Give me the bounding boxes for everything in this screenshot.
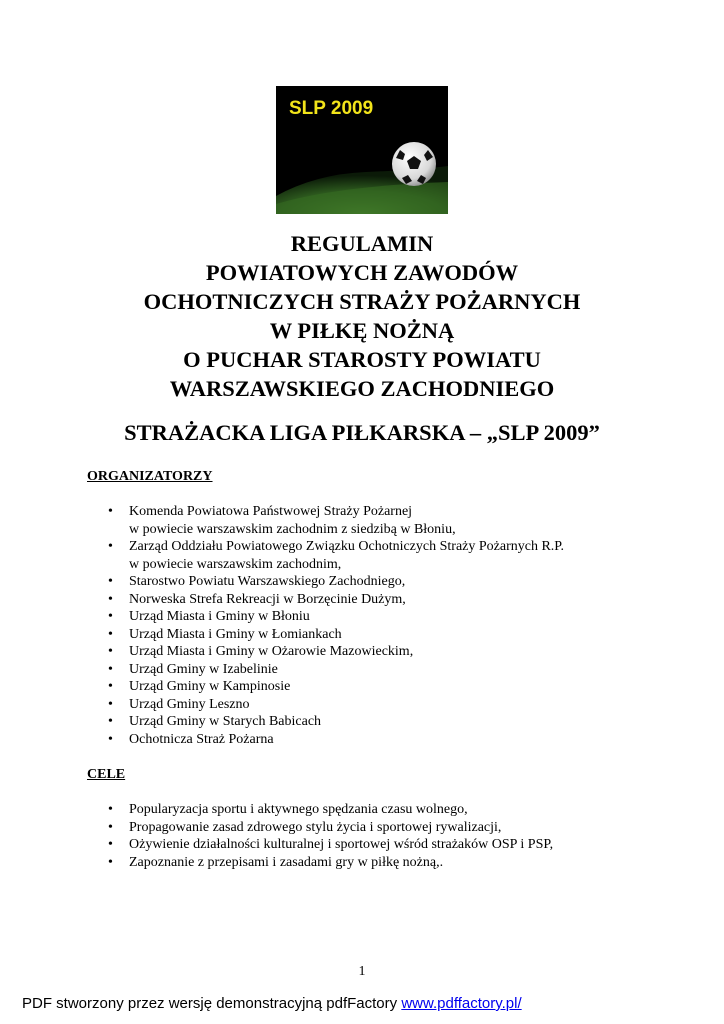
list-item: • Urząd Miasta i Gminy w Ożarowie Mazowieckim,	[108, 643, 564, 661]
list-item: • Urząd Gminy w Izabelinie	[108, 661, 564, 679]
organizers-heading: ORGANIZATORZY	[87, 469, 213, 484]
page-number: 1	[358, 964, 366, 979]
logo-text: SLP 2009	[289, 98, 374, 119]
list-item-text: • Zarząd Oddziału Powiatowego Związku Ochotniczych Straży Pożarnych R.P.	[129, 539, 565, 554]
footer-link[interactable]: www.pdffactory.pl/	[401, 995, 522, 1012]
list-item: • Starostwo Powiatu Warszawskiego Zachodniego,	[108, 573, 564, 591]
list-item: • Urząd Miasta i Gminy w Łomiankach	[108, 626, 564, 644]
list-item: • Urząd Gminy Leszno	[108, 696, 564, 714]
list-item: • Norweska Strefa Rekreacji w Borzęcinie Dużym,	[108, 591, 564, 609]
list-item: • Zapoznanie z przepisami i zasadami gry w piłkę nożną,.	[108, 854, 553, 872]
list-item-text: • Komenda Powiatowa Państwowej Straży Pożarnej	[129, 504, 413, 519]
footer-text: PDF stworzony przez wersję demonstracyjną pdfFactory	[22, 995, 398, 1012]
list-item: • Popularyzacja sportu i aktywnego spędzania czasu wolnego,	[108, 801, 553, 819]
list-item-text-cont: w powiecie warszawskim zachodnim z siedzibą w Błoniu,	[129, 521, 456, 537]
document-subtitle: STRAŻACKA LIGA PIŁKARSKA – „SLP 2009”	[124, 420, 600, 445]
list-item: • Ochotnicza Straż Pożarna	[108, 731, 564, 749]
list-item: • Ożywienie działalności kulturalnej i sportowej wśród strażaków OSP i PSP,	[108, 836, 553, 854]
document-title	[0, 229, 724, 403]
list-item-text-cont: w powiecie warszawskim zachodnim,	[129, 556, 342, 572]
organizers-list	[108, 503, 564, 748]
title-line: W PIŁKĘ NOŻNĄ	[269, 318, 455, 343]
football-icon	[392, 142, 436, 186]
title-line: OCHOTNICZYCH STRAŻY POŻARNYCH	[143, 289, 581, 314]
goals-list	[108, 801, 553, 871]
list-item: • Urząd Gminy w Starych Babicach	[108, 713, 564, 731]
list-item	[108, 538, 564, 573]
title-line: O PUCHAR STAROSTY POWIATU	[183, 347, 541, 372]
slp-logo-image	[276, 86, 448, 214]
title-line: POWIATOWYCH ZAWODÓW	[205, 260, 519, 285]
list-item: • Propagowanie zasad zdrowego stylu życia i sportowej rywalizacji,	[108, 819, 553, 837]
list-item: • Urząd Gminy w Kampinosie	[108, 678, 564, 696]
goals-heading: CELE	[87, 767, 126, 782]
title-line: REGULAMIN	[290, 231, 434, 256]
title-line: WARSZAWSKIEGO ZACHODNIEGO	[169, 376, 555, 401]
pdf-footer	[22, 995, 522, 1012]
list-item: • Urząd Miasta i Gminy w Błoniu	[108, 608, 564, 626]
list-item	[108, 503, 564, 538]
